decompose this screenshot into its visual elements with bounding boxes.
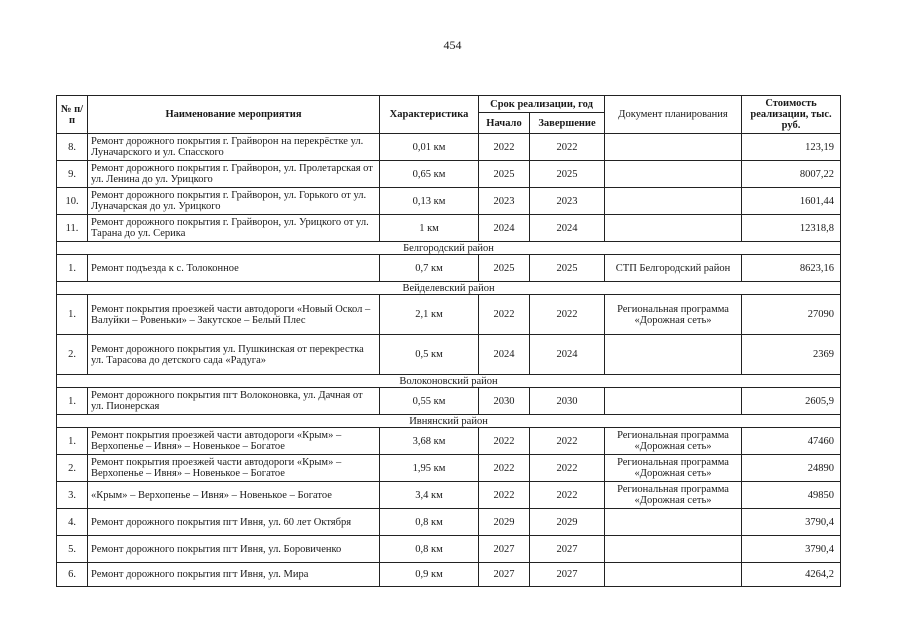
end-year: 2023 (530, 188, 605, 215)
end-year: 2022 (530, 295, 605, 335)
table-row (57, 335, 841, 375)
planning-document (605, 134, 742, 161)
event-name: Ремонт дорожного покрытия ул. Пушкинская от перекрестка ул. Тарасова до детского сада «Радуга» (88, 335, 380, 375)
event-name: Ремонт подъезда к с. Толоконное (88, 255, 380, 282)
characteristic: 2,1 км (380, 295, 479, 335)
end-year: 2030 (530, 388, 605, 415)
end-year: 2022 (530, 428, 605, 455)
start-year: 2024 (479, 215, 530, 242)
planning-document: Региональная программа «Дорожная сеть» (605, 295, 742, 335)
cost: 4264,2 (742, 563, 841, 587)
event-name: Ремонт покрытия проезжей части автодороги «Крым» – Верхопенье – Ивня» – Новенькое – Богатое (88, 428, 380, 455)
start-year: 2022 (479, 134, 530, 161)
planning-document (605, 161, 742, 188)
table-row (57, 428, 841, 455)
cost: 3790,4 (742, 536, 841, 563)
district-row (57, 375, 841, 388)
end-year: 2025 (530, 161, 605, 188)
end-year: 2027 (530, 563, 605, 587)
planning-document (605, 215, 742, 242)
cost: 27090 (742, 295, 841, 335)
district-label: Волоконовский район (57, 375, 841, 388)
start-year: 2027 (479, 563, 530, 587)
event-name: Ремонт покрытия проезжей части автодороги «Крым» – Верхопенье – Ивня» – Новенькое – Богатое (88, 455, 380, 482)
characteristic: 0,8 км (380, 536, 479, 563)
start-year: 2023 (479, 188, 530, 215)
start-year: 2024 (479, 335, 530, 375)
page-number: 454 (443, 38, 462, 52)
characteristic: 3,68 км (380, 428, 479, 455)
district-row (57, 282, 841, 295)
header-name: Наименование мероприятия (88, 96, 380, 134)
characteristic: 0,65 км (380, 161, 479, 188)
event-name: Ремонт дорожного покрытия г. Грайворон, ул. Пролетарская от ул. Ленина до ул. Урицкого (88, 161, 380, 188)
characteristic: 0,8 км (380, 509, 479, 536)
row-number: 9. (57, 161, 88, 188)
cost: 47460 (742, 428, 841, 455)
table-row (57, 215, 841, 242)
event-name: Ремонт дорожного покрытия г. Грайворон, ул. Урицкого от ул. Тарана до ул. Серика (88, 215, 380, 242)
event-name: Ремонт дорожного покрытия пгт Ивня, ул. Мира (88, 563, 380, 587)
end-year: 2022 (530, 482, 605, 509)
row-number: 2. (57, 455, 88, 482)
planning-document (605, 188, 742, 215)
header-num: № п/п (57, 96, 88, 134)
header-cost: Стоимость реализации, тыс. руб. (742, 96, 841, 134)
start-year: 2022 (479, 428, 530, 455)
table-row (57, 509, 841, 536)
table-row (57, 188, 841, 215)
row-number: 3. (57, 482, 88, 509)
header-period: Срок реализации, год (479, 96, 605, 113)
table-body (57, 134, 841, 587)
event-name: Ремонт дорожного покрытия г. Грайворон, ул. Горького от ул. Луначарская до ул. Урицкого (88, 188, 380, 215)
start-year: 2030 (479, 388, 530, 415)
district-label: Вейделевский район (57, 282, 841, 295)
event-name: «Крым» – Верхопенье – Ивня» – Новенькое – Богатое (88, 482, 380, 509)
table-row (57, 563, 841, 587)
cost: 49850 (742, 482, 841, 509)
table-row (57, 455, 841, 482)
characteristic: 1,95 км (380, 455, 479, 482)
start-year: 2025 (479, 161, 530, 188)
cost: 2605,9 (742, 388, 841, 415)
characteristic: 0,9 км (380, 563, 479, 587)
characteristic: 0,5 км (380, 335, 479, 375)
end-year: 2029 (530, 509, 605, 536)
row-number: 6. (57, 563, 88, 587)
header-document: Документ планирования (605, 96, 742, 134)
start-year: 2025 (479, 255, 530, 282)
header-start: Начало (479, 113, 530, 134)
table-row (57, 161, 841, 188)
table-row (57, 482, 841, 509)
row-number: 1. (57, 388, 88, 415)
table-row (57, 134, 841, 161)
row-number: 4. (57, 509, 88, 536)
end-year: 2025 (530, 255, 605, 282)
planning-document: СТП Белгородский район (605, 255, 742, 282)
cost: 123,19 (742, 134, 841, 161)
characteristic: 3,4 км (380, 482, 479, 509)
planning-document (605, 388, 742, 415)
start-year: 2027 (479, 536, 530, 563)
planning-document (605, 536, 742, 563)
end-year: 2024 (530, 215, 605, 242)
cost: 24890 (742, 455, 841, 482)
roadworks-table (56, 95, 841, 587)
event-name: Ремонт дорожного покрытия г. Грайворон на перекрёстке ул. Луначарского и ул. Спасского (88, 134, 380, 161)
event-name: Ремонт покрытия проезжей части автодороги «Новый Оскол – Валуйки – Ровеньки» – Закутское – Белый Плес (88, 295, 380, 335)
cost: 3790,4 (742, 509, 841, 536)
characteristic: 0,01 км (380, 134, 479, 161)
planning-document: Региональная программа «Дорожная сеть» (605, 482, 742, 509)
characteristic: 1 км (380, 215, 479, 242)
row-number: 1. (57, 295, 88, 335)
characteristic: 0,7 км (380, 255, 479, 282)
planning-document (605, 335, 742, 375)
end-year: 2027 (530, 536, 605, 563)
table-row (57, 255, 841, 282)
start-year: 2022 (479, 455, 530, 482)
district-row (57, 415, 841, 428)
event-name: Ремонт дорожного покрытия пгт Ивня, ул. Боровиченко (88, 536, 380, 563)
planning-document: Региональная программа «Дорожная сеть» (605, 428, 742, 455)
table-row (57, 295, 841, 335)
event-name: Ремонт дорожного покрытия пгт Волоконовка, ул. Дачная от ул. Пионерская (88, 388, 380, 415)
planning-document (605, 563, 742, 587)
cost: 8623,16 (742, 255, 841, 282)
end-year: 2022 (530, 455, 605, 482)
cost: 12318,8 (742, 215, 841, 242)
header-end: Завершение (530, 113, 605, 134)
start-year: 2022 (479, 482, 530, 509)
header-characteristic: Характеристика (380, 96, 479, 134)
district-label: Ивнянский район (57, 415, 841, 428)
cost: 8007,22 (742, 161, 841, 188)
end-year: 2022 (530, 134, 605, 161)
planning-document: Региональная программа «Дорожная сеть» (605, 455, 742, 482)
district-row (57, 242, 841, 255)
row-number: 10. (57, 188, 88, 215)
cost: 2369 (742, 335, 841, 375)
row-number: 8. (57, 134, 88, 161)
table-row (57, 388, 841, 415)
planning-document (605, 509, 742, 536)
row-number: 5. (57, 536, 88, 563)
characteristic: 0,55 км (380, 388, 479, 415)
row-number: 2. (57, 335, 88, 375)
district-label: Белгородский район (57, 242, 841, 255)
event-name: Ремонт дорожного покрытия пгт Ивня, ул. 60 лет Октября (88, 509, 380, 536)
row-number: 1. (57, 428, 88, 455)
end-year: 2024 (530, 335, 605, 375)
table-row (57, 536, 841, 563)
characteristic: 0,13 км (380, 188, 479, 215)
start-year: 2022 (479, 295, 530, 335)
start-year: 2029 (479, 509, 530, 536)
row-number: 1. (57, 255, 88, 282)
row-number: 11. (57, 215, 88, 242)
cost: 1601,44 (742, 188, 841, 215)
